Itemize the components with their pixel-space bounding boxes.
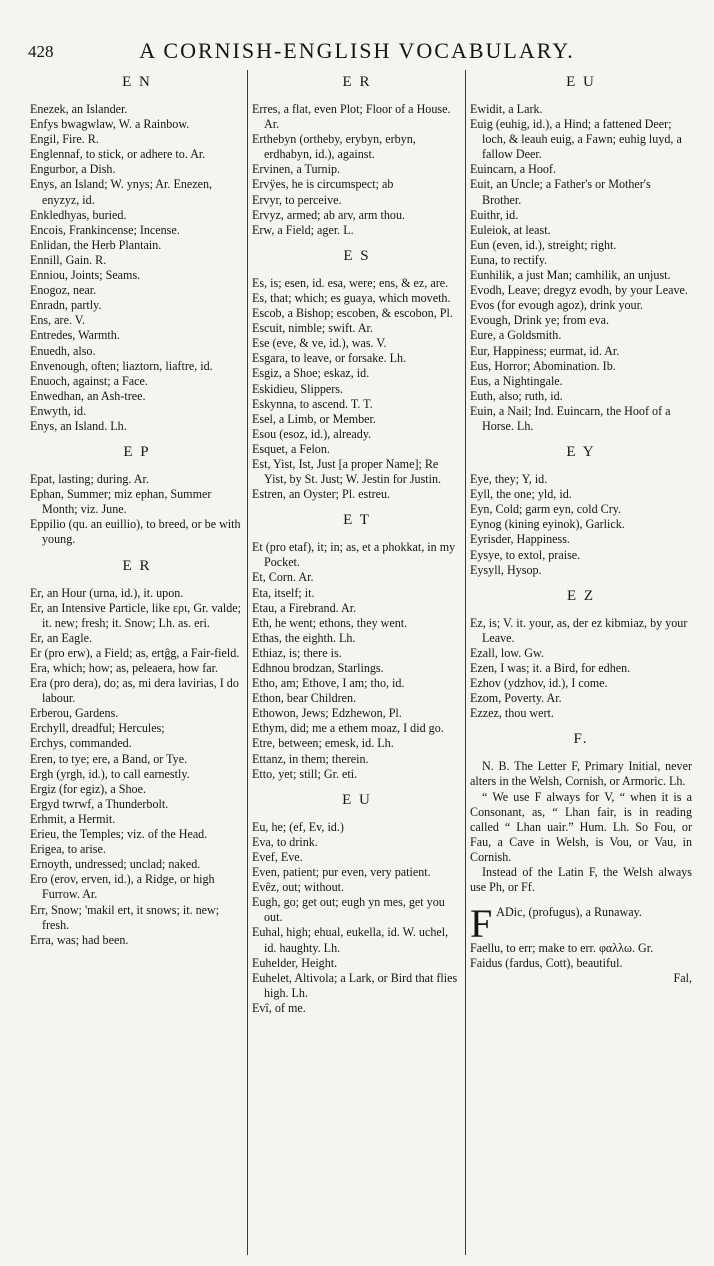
dictionary-entry: Eus, Horror; Abomination. Ib. [470, 358, 616, 373]
dictionary-entry: Est, Yist, Ist, Just [a proper Name]; Re Yist, by St. Just; W. Jestin for Justin. [252, 456, 442, 487]
dictionary-entry: Er (pro erw), a Field; as, ertĝg, a Fair-field. [30, 645, 240, 660]
section-heading: E R [122, 557, 152, 574]
dictionary-entry: Esel, a Limb, or Member. [252, 411, 376, 426]
dictionary-entry: Erra, was; had been. [30, 932, 129, 947]
dictionary-entry: Eunhilik, a just Man; camhilik, an unjust. [470, 268, 671, 283]
dictionary-entry: Evêz, out; without. [252, 880, 345, 895]
dictionary-entry: Ezom, Poverty. Ar. [470, 691, 562, 706]
dictionary-entry: Enwedhan, an Ash-tree. [30, 388, 146, 403]
dictionary-entry: Ernoyth, undressed; unclad; naked. [30, 857, 201, 872]
dictionary-entry: Ethas, the eighth. Lh. [252, 630, 356, 645]
dictionary-entry: Eun (even, id.), streight; right. [470, 237, 617, 252]
section-heading: E P [123, 444, 151, 461]
dictionary-entry: Erres, a flat, even Plot; Floor of a House. Ar. [252, 102, 451, 132]
section-heading: E Z [566, 587, 596, 604]
dictionary-entry: Eyrisder, Happiness. [470, 532, 570, 547]
dictionary-entry: Era (pro dera), do; as, mi dera lavirias, I do labour. [30, 676, 239, 706]
dictionary-entry: Enkledhyas, buried. [30, 207, 127, 222]
entry-list [30, 586, 244, 948]
dictionary-entry: Ephan, Summer; miz ephan, Summer Month; viz. June. [30, 487, 212, 517]
column-rule [247, 70, 248, 1255]
dictionary-entry: Englennaf, to stick, or adhere to. Ar. [30, 147, 206, 162]
dictionary-entry: Erw, a Field; ager. L. [252, 222, 354, 237]
dictionary-entry: Euit, an Uncle; a Father's or Mother's Brother. [470, 177, 651, 207]
dictionary-entry: Eth, he went; ethons, they went. [252, 615, 408, 630]
dictionary-entry: Ens, are. V. [30, 313, 85, 328]
dictionary-entry: Etau, a Firebrand. Ar. [252, 600, 357, 615]
running-head: A CORNISH-ENGLISH VOCABULARY. [139, 38, 575, 63]
dictionary-entry: Erchyll, dreadful; Hercules; [30, 721, 165, 736]
dictionary-entry: Enys, an Island; W. ynys; Ar. Enezen, enyzyz, id. [30, 177, 213, 207]
dictionary-entry: Eyn, Cold; garm eyn, cold Cry. [470, 502, 622, 517]
note-paragraph: N. B. The Letter F, Primary Initial, never alters in the Welsh, Cornish, or Armoric. Lh. [470, 759, 692, 789]
dictionary-entry: Ethowon, Jews; Edzhewon, Pl. [252, 706, 402, 721]
dictionary-entry: Euin, a Nail; Ind. Euincarn, the Hoof of a Horse. Lh. [470, 403, 671, 433]
dictionary-entry: Ero (erov, erven, id.), a Ridge, or high Furrow. Ar. [30, 872, 215, 902]
section-heading: E T [343, 512, 371, 529]
dictionary-entry: Eure, a Goldsmith. [470, 328, 562, 343]
dictionary-entry: Es, is; esen, id. esa, were; ens, & ez, are. [252, 275, 449, 290]
dictionary-entry: Engurbor, a Dish. [30, 162, 116, 177]
entry-list [252, 102, 462, 238]
dictionary-entry: Ettanz, in them; therein. [252, 751, 369, 766]
dictionary-entry: Erthebyn (ortheby, erybyn, erbyn, erdhabyn, id.), against. [252, 132, 416, 162]
dictionary-entry: Eus, a Nightingale. [470, 373, 563, 388]
note-paragraph: “ We use F always for V, “ when it is a Consonant, as, “ Lhan fair, is in reading called “ Lhan uair.” Hum. Lh. So Fou, or Fau, a Cave in Welsh, is Vou, or Vau, in Cornish. [470, 789, 692, 864]
dictionary-entry: Faellu, to err; make to err. φαλλω. Gr. [470, 941, 654, 956]
section-heading: E Y [566, 444, 596, 461]
entry-list [470, 472, 692, 578]
dictionary-entry: Erchys, commanded. [30, 736, 132, 751]
dictionary-entry: Er, an Hour (urna, id.), it. upon. [30, 585, 184, 600]
dictionary-entry: Eppilio (qu. an euillio), to breed, or be with young. [30, 517, 241, 547]
dictionary-entry: Ervÿes, he is circumspect; ab [252, 177, 394, 192]
dictionary-entry: Euig (euhig, id.), a Hind; a fattened Deer; loch, & leauh euig, a Fawn; euhig luyd, a fallow Deer. [470, 117, 682, 162]
dictionary-entry: Evough, Drink ye; from eva. [470, 313, 610, 328]
dictionary-entry: Euithr, id. [470, 207, 519, 222]
dictionary-entry: Epat, lasting; during. Ar. [30, 472, 149, 487]
dictionary-entry: Err, Snow; 'makil ert, it snows; it. new; fresh. [30, 902, 220, 932]
dictionary-entry: Eu, he; (ef, Ev, id.) [252, 819, 344, 834]
entry-list [30, 472, 244, 547]
dictionary-entry: Etho, am; Ethove, I am; tho, id. [252, 676, 405, 691]
dictionary-entry: Entredes, Warmth. [30, 328, 120, 343]
dictionary-entry: Faidus (fardus, Cott), beautiful. [470, 956, 623, 971]
dictionary-entry: Erigea, to arise. [30, 842, 106, 857]
dictionary-entry: Evos (for evough agoz), drink your. [470, 298, 643, 313]
dictionary-entry: Ervinen, a Turnip. [252, 162, 341, 177]
dictionary-entry: Envenough, often; liaztorn, liaftre, id. [30, 358, 213, 373]
dictionary-entry: Era, which; how; as, peleaera, how far. [30, 661, 219, 675]
entry-text: ADic, (profugus), a Runaway. [496, 905, 642, 920]
dictionary-entry: Edhnou brodzan, Starlings. [252, 661, 384, 675]
dictionary-entry: Es, that; which; es guaya, which moveth. [252, 290, 451, 305]
page-number: 428 [28, 42, 54, 61]
entry-list [252, 820, 462, 1016]
dictionary-entry: Estren, an Oyster; Pl. estreu. [252, 487, 391, 502]
dictionary-entry: Ergiz (for egiz), a Shoe. [30, 781, 146, 796]
dictionary-entry: Ethym, did; me a ethem moaz, I did go. [252, 721, 444, 736]
column-3 [470, 64, 692, 986]
dictionary-entry: Ennill, Gain. R. [30, 252, 107, 267]
dictionary-entry: Erberou, Gardens. [30, 706, 119, 721]
dictionary-entry: Eugh, go; get out; eugh yn mes, get you out. [252, 895, 445, 925]
editorial-note [470, 759, 692, 895]
dictionary-entry: Eur, Happiness; eurmat, id. Ar. [470, 343, 620, 358]
section-heading-f: F. [573, 731, 589, 748]
dictionary-entry: Ethiaz, is; there is. [252, 645, 342, 660]
catchword: Fal, [673, 971, 692, 986]
dictionary-entry: Ez, is; V. it. your, as, der ez kibmiaz, by your Leave. [470, 615, 688, 645]
dictionary-entry: Ezall, low. Gw. [470, 645, 544, 660]
entry-list [470, 941, 692, 971]
dictionary-entry: Esou (esoz, id.), already. [252, 426, 372, 441]
dictionary-entry: Er, an Intensive Particle, like ερι, Gr. valde; it. new; fresh; it. Snow; Lh. as. eri. [30, 600, 242, 630]
section-heading: E N [122, 74, 152, 90]
dictionary-entry: Enradn, partly. [30, 298, 102, 313]
section-heading: E S [343, 247, 371, 264]
dictionary-entry: Ese (eve, & ve, id.), was. V. [252, 336, 387, 351]
dictionary-entry: Et (pro etaf), it; in; as, et a phokkat, in my Pocket. [252, 540, 456, 570]
entry-list [252, 276, 462, 502]
dictionary-entry: Esgiz, a Shoe; eskaz, id. [252, 366, 370, 381]
section-heading: E R [342, 74, 372, 90]
dictionary-entry: Ezzez, thou wert. [470, 706, 554, 721]
dictionary-entry: Euhal, high; ehual, eukella, id. W. uchel, id. haughty. Lh. [252, 925, 449, 955]
dictionary-entry: Ewidit, a Lark. [470, 102, 543, 116]
dictionary-entry: Enniou, Joints; Seams. [30, 268, 141, 283]
dictionary-entry: Eynog (kining eyinok), Garlick. [470, 517, 625, 532]
dictionary-entry: Escuit, nimble; swift. Ar. [252, 321, 373, 336]
drop-cap: F [470, 901, 493, 947]
dictionary-entry: Esgara, to leave, or forsake. Lh. [252, 351, 407, 366]
entry-list [30, 102, 244, 434]
dictionary-entry: Eye, they; Y, id. [470, 472, 548, 487]
dictionary-entry: Enlidan, the Herb Plantain. [30, 237, 162, 252]
dictionary-entry: Engil, Fire. R. [30, 132, 99, 147]
entry-list [252, 540, 462, 782]
dictionary-entry: Et, Corn. Ar. [252, 570, 314, 585]
dictionary-entry: Eysyll, Hysop. [470, 562, 542, 577]
dictionary-entry: Eysye, to extol, praise. [470, 547, 581, 562]
dictionary-entry: Escob, a Bishop; escoben, & escobon, Pl. [252, 306, 453, 321]
dictionary-entry: Eskidieu, Slippers. [252, 381, 344, 396]
note-paragraph: Instead of the Latin F, the Welsh always use Ph, or Ff. [470, 865, 692, 895]
dictionary-entry: Eva, to drink. [252, 834, 318, 849]
section-heading: E U [566, 74, 596, 90]
dictionary-entry: Ervyr, to perceive. [252, 192, 342, 207]
dictionary-entry: Enezek, an Islander. [30, 102, 128, 116]
dictionary-entry: Euleiok, at least. [470, 222, 551, 237]
dictionary-entry: Euhelet, Altivola; a Lark, or Bird that flies high. Lh. [252, 970, 458, 1000]
dictionary-entry: Ervyz, armed; ab arv, arm thou. [252, 207, 406, 222]
section-heading: E U [342, 791, 372, 808]
dictionary-entry: Evef, Eve. [252, 849, 303, 864]
dictionary-entry-first-f [470, 901, 692, 947]
entry-list [470, 616, 692, 722]
dictionary-entry: Enwyth, id. [30, 403, 87, 418]
dictionary-entry: Esquet, a Felon. [252, 441, 330, 456]
dictionary-entry: Eyll, the one; yld, id. [470, 487, 572, 502]
dictionary-entry: Encois, Frankincense; Incense. [30, 222, 180, 237]
dictionary-entry: Ezhov (ydzhov, id.), I come. [470, 676, 608, 691]
dictionary-entry: Enuedh, also. [30, 343, 96, 358]
dictionary-entry: Even, patient; pur even, very patient. [252, 865, 431, 880]
column-1 [30, 64, 244, 948]
dictionary-entry: Enuoch, against; a Face. [30, 373, 148, 388]
dictionary-entry: Enys, an Island. Lh. [30, 418, 127, 433]
dictionary-entry: Evî, of me. [252, 1000, 306, 1015]
dictionary-entry: Eskynna, to ascend. T. T. [252, 396, 373, 411]
column-rule [465, 70, 466, 1255]
entry-list [470, 102, 692, 434]
dictionary-entry: Euincarn, a Hoof. [470, 162, 556, 177]
dictionary-entry: Erhmit, a Hermit. [30, 811, 116, 826]
dictionary-entry: Evodh, Leave; dregyz evodh, by your Leave. [470, 283, 688, 298]
dictionary-entry: Ezen, I was; it. a Bird, for edhen. [470, 661, 631, 675]
dictionary-entry: Etto, yet; still; Gr. eti. [252, 766, 358, 781]
column-2 [252, 64, 462, 1016]
dictionary-entry: Euth, also; ruth, id. [470, 388, 563, 403]
dictionary-entry: Euna, to rectify. [470, 252, 548, 267]
dictionary-entry: Etre, between; emesk, id. Lh. [252, 736, 394, 751]
dictionary-entry: Enogoz, near. [30, 283, 97, 298]
dictionary-entry: Euhelder, Height. [252, 955, 338, 970]
dictionary-entry: Eren, to tye; ere, a Band, or Tye. [30, 751, 188, 766]
dictionary-entry: Erieu, the Temples; viz. of the Head. [30, 827, 208, 842]
dictionary-entry: Ergyd twrwf, a Thunderbolt. [30, 796, 169, 811]
dictionary-entry: Ethon, bear Children. [252, 691, 357, 706]
dictionary-entry: Enfys bwagwlaw, W. a Rainbow. [30, 117, 190, 132]
dictionary-entry: Eta, itself; it. [252, 585, 315, 600]
dictionary-entry: Ergh (yrgh, id.), to call earnestly. [30, 766, 190, 781]
dictionary-entry: Er, an Eagle. [30, 630, 92, 645]
